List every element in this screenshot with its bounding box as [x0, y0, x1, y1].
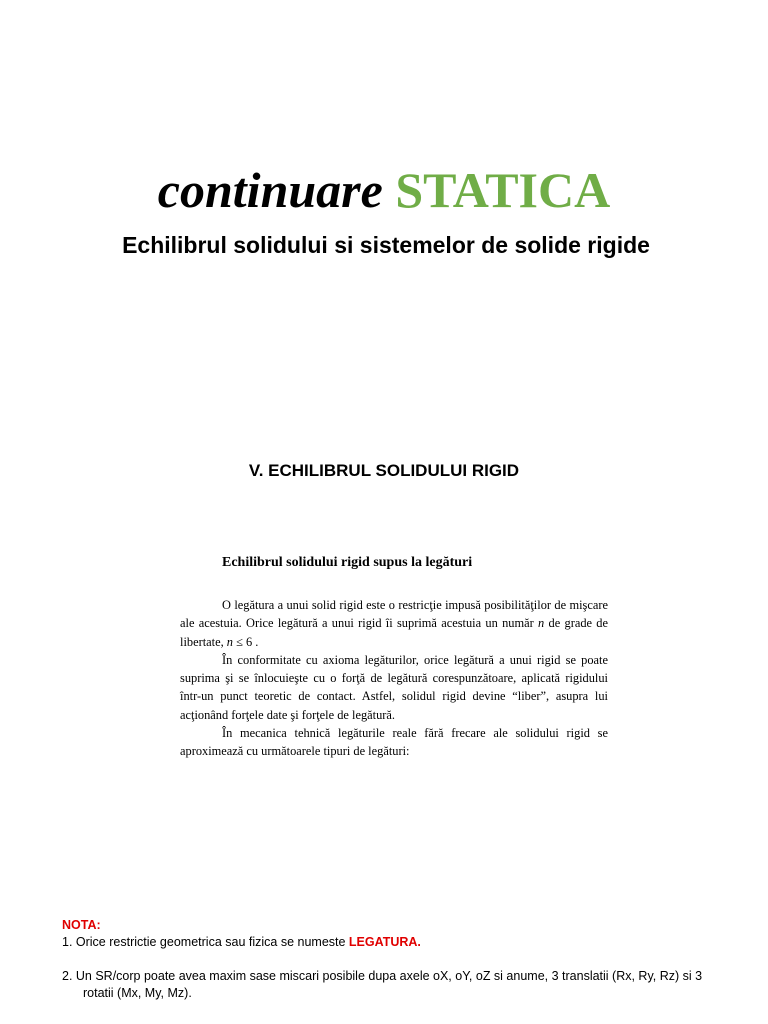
p1-formula-rest: ≤ 6 . [233, 634, 259, 649]
note-item-1-text: 1. Orice restrictie geometrica sau fizica se numeste [62, 935, 349, 949]
excerpt-paragraph-1 [180, 596, 608, 651]
note-item-2: 2. Un SR/corp poate avea maxim sase miscari posibile dupa axele oX, oY, oZ si anume, 3 translatii (Rx, Ry, Rz) si 3 rotatii (Mx, My, Mz). [62, 969, 703, 1000]
excerpt-heading: Echilibrul solidului rigid supus la legături [222, 555, 473, 570]
excerpt-body [180, 596, 608, 761]
p1-text-a: O legătura a unui solid rigid este o restricţie impusă posibilităţilor de mişcare ale acestuia. Orice legătură a unui rigid îi suprimă acestuia un număr [180, 598, 608, 631]
p1-formula-n: n [226, 634, 233, 649]
note-item-1 [62, 934, 722, 951]
title-prefix: continuare [157, 162, 396, 218]
slide-title [0, 160, 768, 220]
slide-subtitle: Echilibrul solidului si sistemelor de solide rigide [122, 232, 650, 258]
excerpt-paragraph-3: În mecanica tehnică legăturile reale fără frecare ale solidului rigid se aproximează cu următoarele tipuri de legături: [180, 726, 608, 759]
note-block [62, 917, 722, 1002]
note-item-1-highlight: LEGATURA. [348, 935, 421, 949]
title-accent: STATICA [395, 162, 611, 218]
excerpt-paragraph-2: În conformitate cu axioma legăturilor, orice legătură a unui rigid se poate suprima şi se înlocuieşte cu o forţă de legătură corespunzătoare, aplicată rigidului într-un punct teoretic de contact. Astfel, solidul rigid devine “liber”, asupra lui acţionând forţele date şi forţele de legătură. [180, 652, 608, 722]
p1-var-n: n [538, 616, 545, 631]
note-label: NOTA: [62, 918, 101, 932]
p1-text-b: de grade de libertate, [180, 616, 608, 649]
section-heading: V. ECHILIBRUL SOLIDULUI RIGID [248, 461, 520, 480]
